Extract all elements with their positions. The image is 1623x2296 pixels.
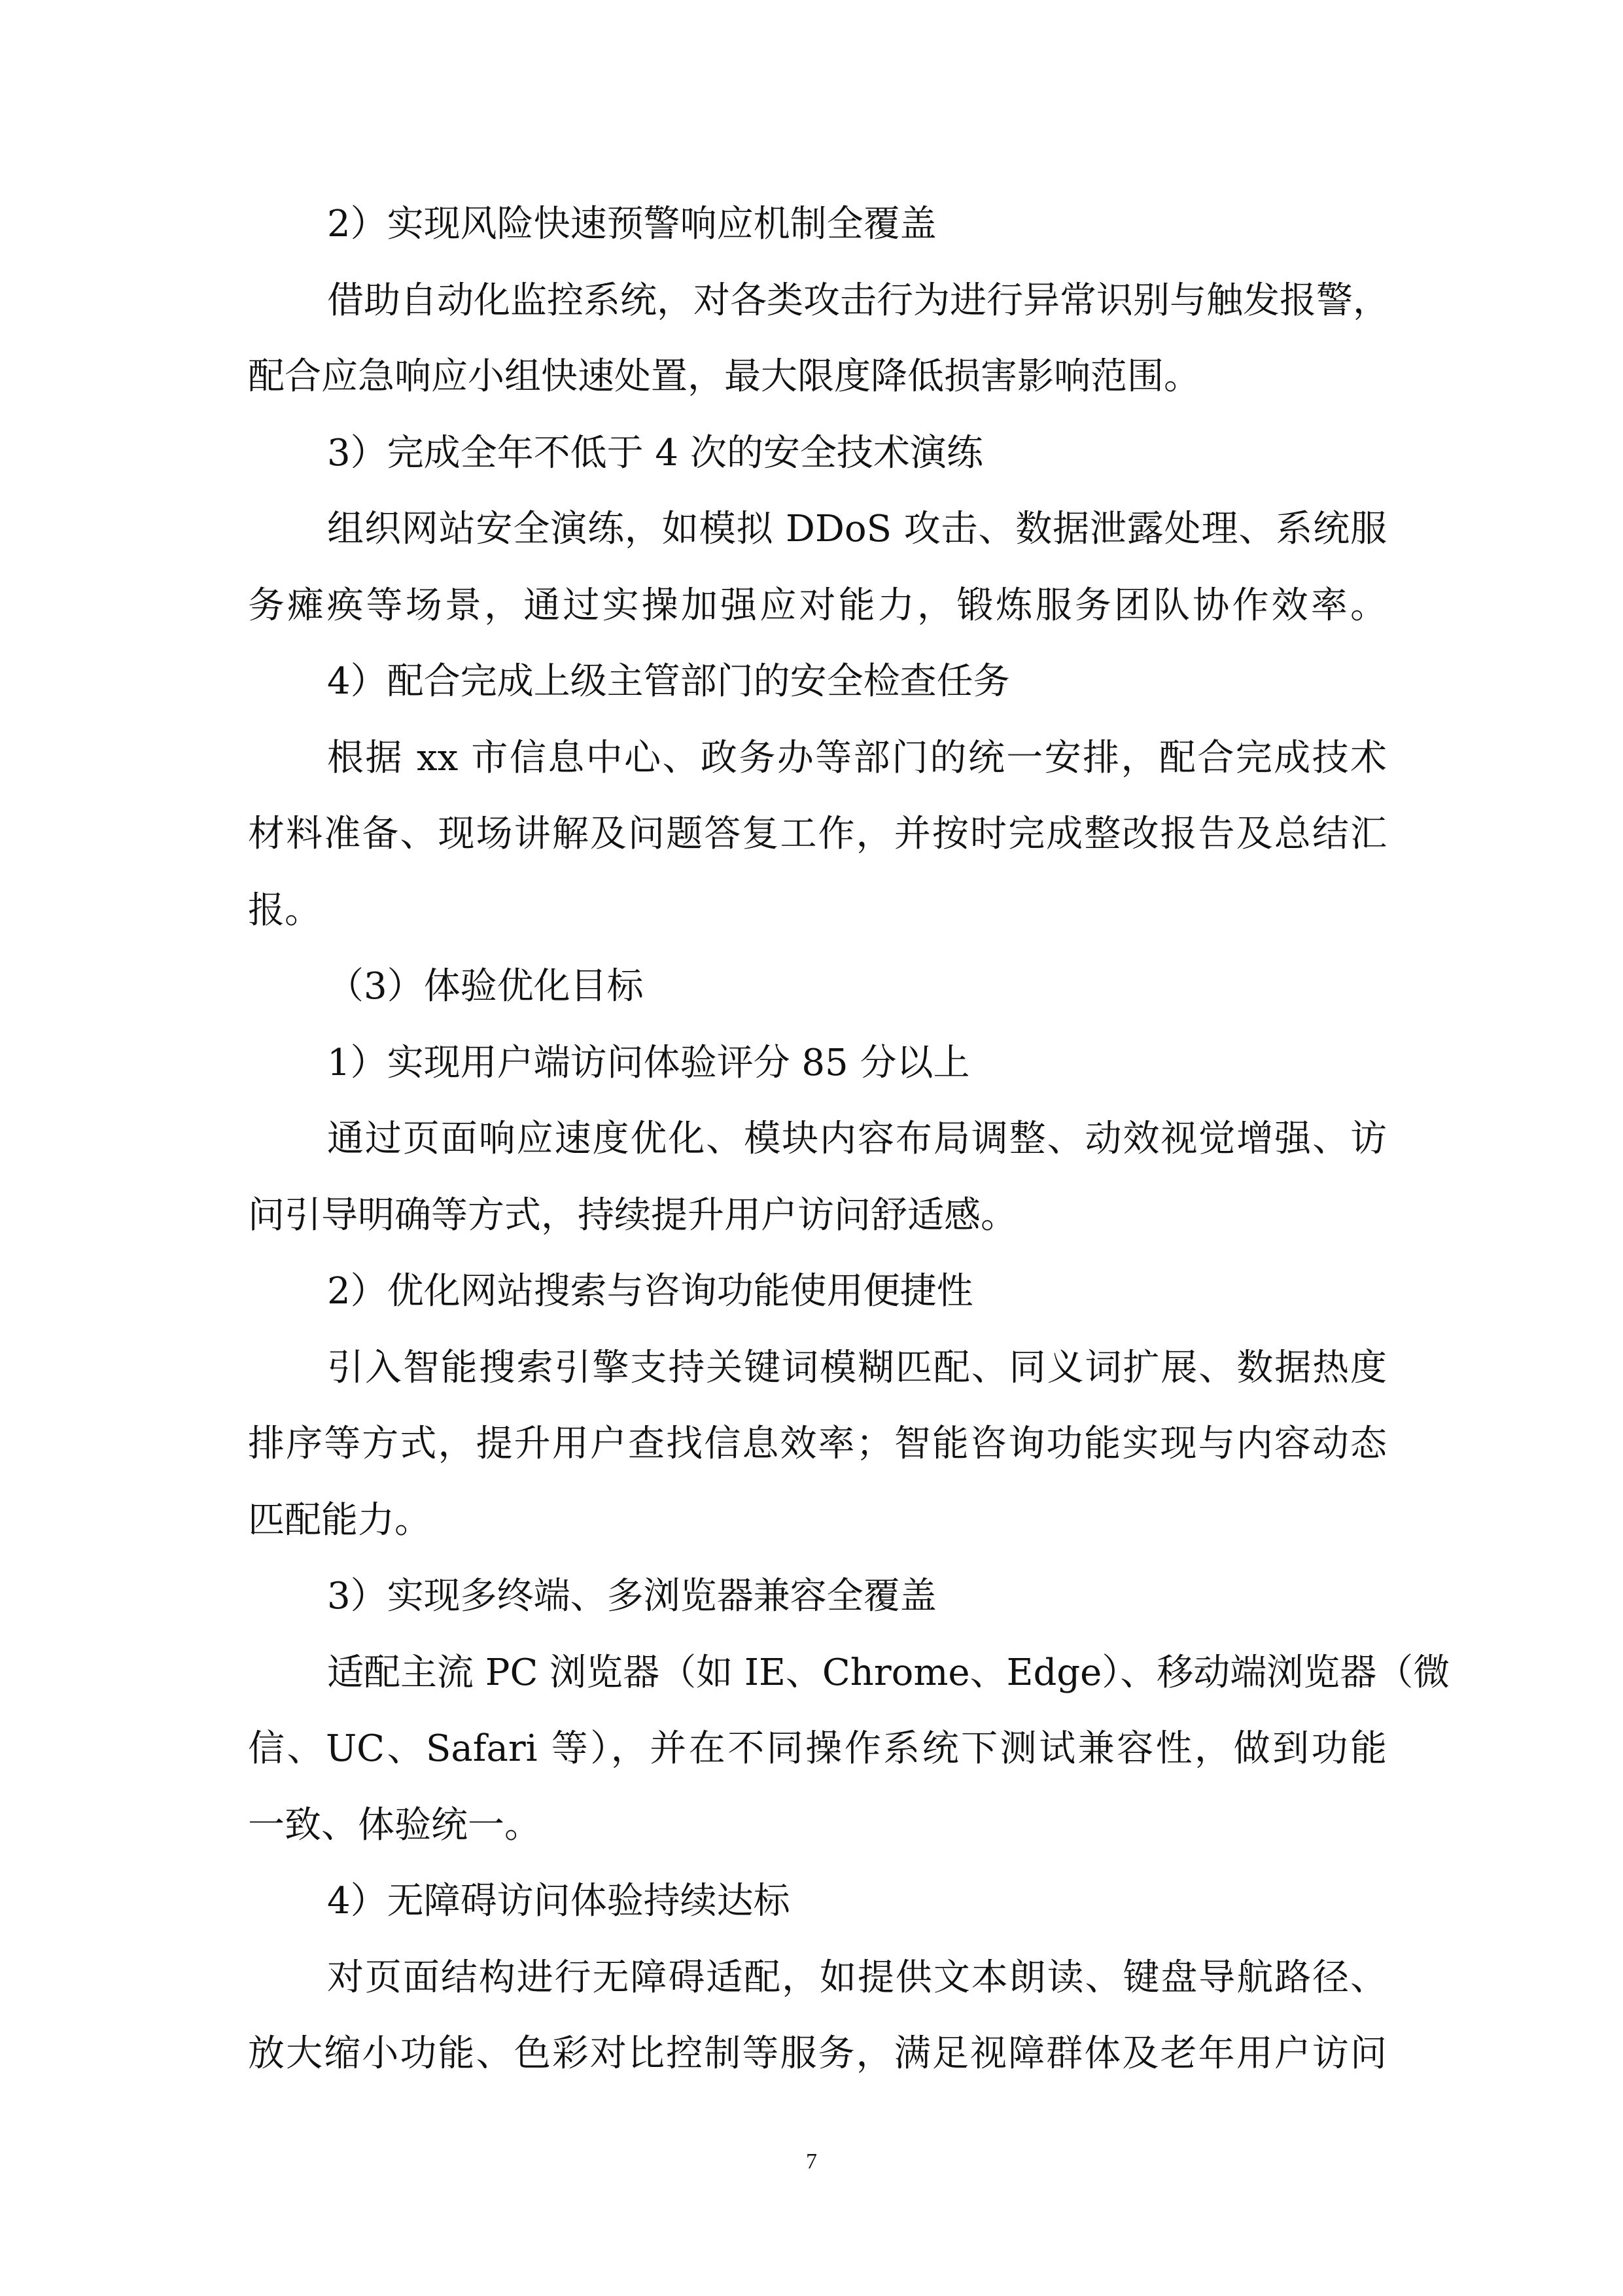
document-body xyxy=(248,186,1450,2093)
heading-item: 1）实现用户端访问体验评分 85 分以上 xyxy=(327,1041,970,1084)
paragraph-line: 配合应急响应小组快速处置，最大限度降低损害影响范围。 xyxy=(248,355,1200,398)
heading-item: 4）配合完成上级主管部门的安全检查任务 xyxy=(327,660,1010,703)
paragraph-line: 对页面结构进行无障碍适配，如提供文本朗读、键盘导航路径、 xyxy=(327,1956,1387,1999)
paragraph-line: 根据 xx 市信息中心、政务办等部门的统一安排，配合完成技术 xyxy=(327,736,1387,779)
paragraph-line: 适配主流 PC 浏览器（如 IE、Chrome、Edge）、移动端浏览器（微 xyxy=(327,1651,1450,1694)
heading-item: 4）无障碍访问体验持续达标 xyxy=(327,1880,790,1922)
heading-item: 3）完成全年不低于 4 次的安全技术演练 xyxy=(327,431,983,474)
paragraph-line: 引入智能搜索引擎支持关键词模糊匹配、同义词扩展、数据热度 xyxy=(327,1346,1387,1389)
paragraph-line: 借助自动化监控系统，对各类攻击行为进行异常识别与触发报警， xyxy=(327,279,1389,322)
paragraph-line: 问引导明确等方式，持续提升用户访问舒适感。 xyxy=(248,1193,1017,1237)
heading-item: 2）实现风险快速预警响应机制全覆盖 xyxy=(327,203,937,245)
section-heading: （3）体验优化目标 xyxy=(327,965,644,1008)
paragraph-line: 通过页面响应速度优化、模块内容布局调整、动效视觉增强、访 xyxy=(327,1118,1387,1160)
page-number: 7 xyxy=(806,2149,817,2174)
paragraph-line: 组织网站安全演练，如模拟 DDoS 攻击、数据泄露处理、系统服 xyxy=(327,508,1387,550)
paragraph-line: 匹配能力。 xyxy=(248,1498,431,1542)
paragraph-line: 信、UC、Safari 等），并在不同操作系统下测试兼容性，做到功能 xyxy=(248,1727,1387,1770)
heading-item: 3）实现多终端、多浏览器兼容全覆盖 xyxy=(327,1575,937,1617)
heading-item: 2）优化网站搜索与咨询功能使用便捷性 xyxy=(327,1270,973,1313)
paragraph-line: 排序等方式，提升用户查找信息效率；智能咨询功能实现与内容动态 xyxy=(248,1422,1387,1465)
paragraph-line: 放大缩小功能、色彩对比控制等服务，满足视障群体及老年用户访问 xyxy=(248,2032,1387,2075)
paragraph-line: 材料准备、现场讲解及问题答复工作，并按时完成整改报告及总结汇 xyxy=(248,813,1387,855)
paragraph-line: 报。 xyxy=(248,889,321,932)
paragraph-line: 一致、体验统一。 xyxy=(248,1803,541,1846)
paragraph-line: 务瘫痪等场景，通过实操加强应对能力，锻炼服务团队协作效率。 xyxy=(248,584,1387,627)
